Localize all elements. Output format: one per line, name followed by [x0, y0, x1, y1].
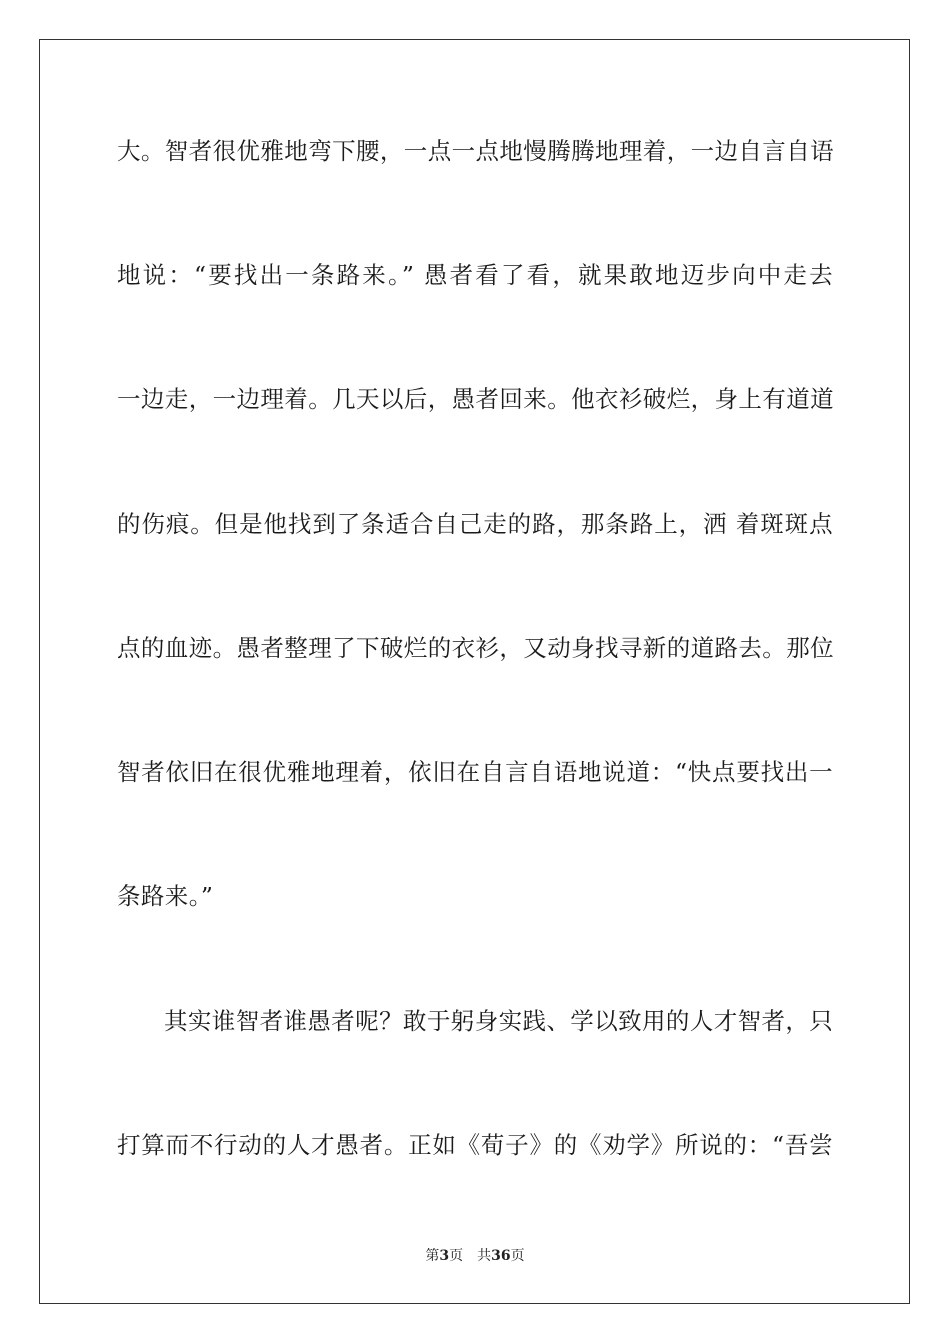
body-text-line-4: 的伤痕。但是他找到了条适合自己走的路，那条路上，洒 着斑斑点 — [117, 510, 833, 538]
body-text-line-5: 点的血迹。愚者整理了下破烂的衣衫，又动身找寻新的道路去。那位 — [117, 634, 834, 662]
footer-total-prefix: 共 — [477, 1248, 492, 1264]
body-text-line-7: 条路来。” — [117, 882, 214, 910]
footer-total-pages: 36 — [491, 1248, 511, 1264]
body-text-line-1: 大。智者很优雅地弯下腰，一点一点地慢腾腾地理着，一边自言自语 — [117, 137, 834, 165]
body-text-line-3: 一边走，一边理着。几天以后，愚者回来。他衣衫破烂，身上有道道 — [117, 385, 834, 413]
footer-page-number: 3 — [439, 1248, 450, 1264]
page-border — [39, 39, 910, 1304]
body-text-line-9: 打算而不行动的人才愚者。正如《荀子》的《劝学》所说的：“吾尝 — [117, 1131, 833, 1159]
body-text-line-8: 其实谁智者谁愚者呢？敢于躬身实践、学以致用的人才智者，只 — [164, 1007, 834, 1035]
footer-page-prefix: 第 — [425, 1248, 440, 1264]
footer-page-suffix: 页 — [449, 1248, 464, 1264]
body-text-line-2: 地说：“要找出一条路来。” 愚者看了看，就果敢地迈步向中走去 — [117, 261, 833, 289]
footer-total-suffix: 页 — [510, 1248, 525, 1264]
page-footer — [0, 1247, 950, 1265]
body-text-line-6: 智者依旧在很优雅地理着，依旧在自言自语地说道：“快点要找出一 — [117, 758, 833, 786]
